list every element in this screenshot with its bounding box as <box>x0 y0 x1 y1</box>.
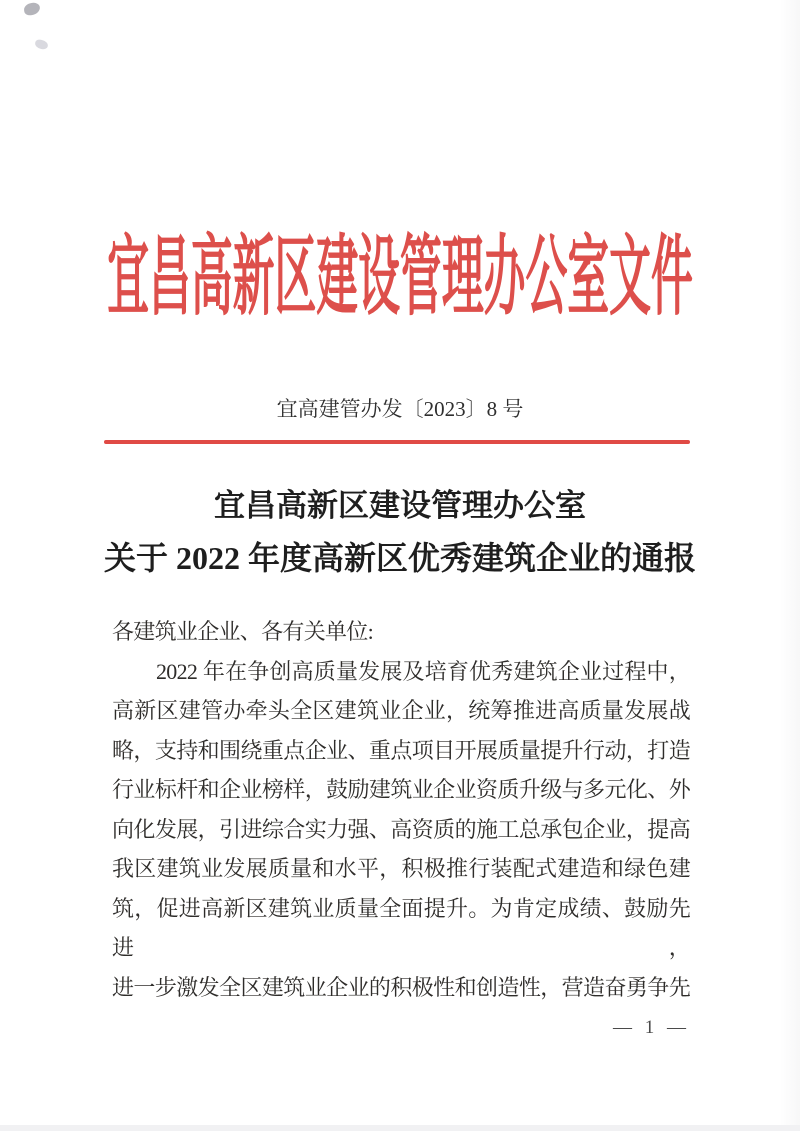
document-body <box>112 612 690 1007</box>
scan-smudge <box>23 2 41 16</box>
body-line: 进一步激发全区建筑业企业的积极性和创造性，营造奋勇争先 <box>112 974 690 1000</box>
body-line: 行业标杆和企业榜样，鼓励建筑业企业资质升级与多元化、外 <box>112 777 690 802</box>
scan-smudge <box>34 39 49 51</box>
page-number: — 1 — <box>613 1017 687 1038</box>
document-number: 宜高建管办发〔2023〕8 号 <box>276 397 524 421</box>
body-line: 2022 年在争创高质量发展及培育优秀建筑企业过程中， <box>156 658 690 684</box>
body-line: 筑，促进高新区建筑业质量全面提升。为肯定成绩、鼓励先进， <box>112 895 690 960</box>
red-header-title: 宜昌高新区建设管理办公室文件 <box>107 229 693 327</box>
document-title-line1: 宜昌高新区建设管理办公室 <box>214 488 586 523</box>
salutation-line: 各建筑业企业、各有关单位: <box>112 619 374 644</box>
body-line: 略，支持和围绕重点企业、重点项目开展质量提升行动，打造 <box>112 737 690 763</box>
scan-edge-shadow <box>0 1125 800 1131</box>
body-line: 我区建筑业发展质量和水平，积极推行装配式建造和绿色建 <box>112 856 690 881</box>
document-title-line2: 关于 2022 年度高新区优秀建筑企业的通报 <box>103 540 696 576</box>
red-header-masthead <box>0 229 800 327</box>
red-divider-line <box>104 440 690 444</box>
body-line: 高新区建管办牵头全区建筑业企业，统筹推进高质量发展战 <box>112 698 690 723</box>
body-line: 向化发展，引进综合实力强、高资质的施工总承包企业，提高 <box>112 816 690 842</box>
